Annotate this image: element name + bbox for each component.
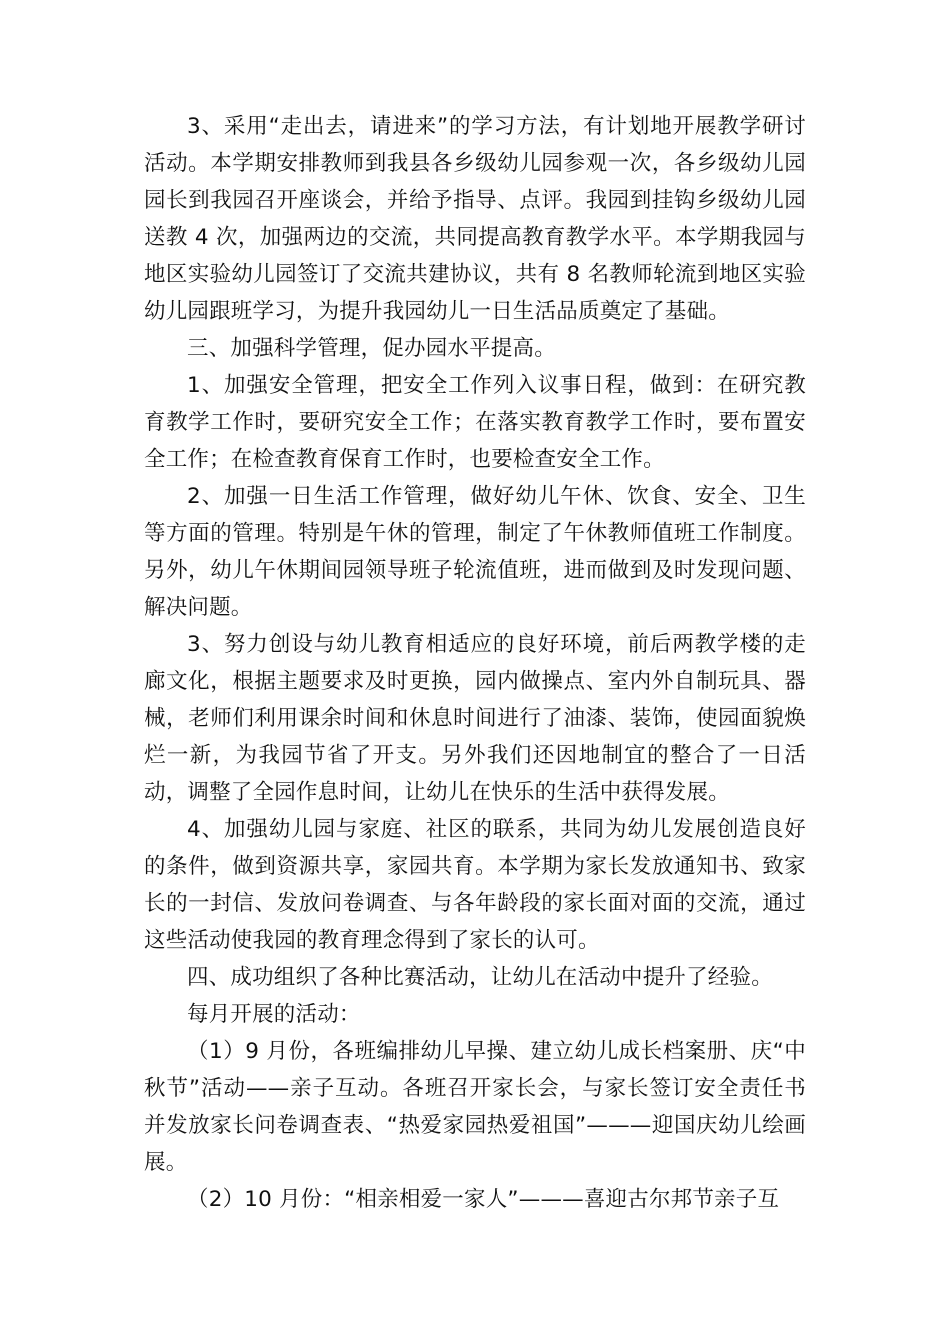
heading-section-four: 四、成功组织了各种比赛活动，让幼儿在活动中提升了经验。 [187, 965, 773, 990]
paragraph-september: （1）9 月份，各班编排幼儿早操、建立幼儿成长档案册、庆“中秋节”活动——亲子互动。各班召开家长会，与家长签订安全责任书并发放家长问卷调查表、“热爱家园热爱祖国”———迎国庆幼儿绘画展。 [144, 1039, 806, 1175]
paragraph-safety-management: 1、加强安全管理，把安全工作列入议事日程，做到：在研究教育教学工作时，要研究安全工作；在落实教育教学工作时，要布置安全工作；在检查教育保育工作时，也要检查安全工作。 [144, 373, 806, 472]
paragraph-family-community: 4、加强幼儿园与家庭、社区的联系，共同为幼儿发展创造良好的条件，做到资源共享，家园共育。本学期为家长发放通知书、致家长的一封信、发放问卷调查、与各年龄段的家长面对面的交流，通过这些活动使我园的教育理念得到了家长的认可。 [144, 817, 806, 953]
heading-section-three: 三、加强科学管理，促办园水平提高。 [187, 336, 556, 361]
document-body [144, 108, 806, 1218]
paragraph-teaching-research: 3、采用“走出去，请进来”的学习方法，有计划地开展教学研讨活动。本学期安排教师到我县各乡级幼儿园参观一次，各乡级幼儿园园长到我园召开座谈会，并给予指导、点评。我园到挂钩乡级幼儿园送教 4 次，加强两边的交流，共同提高教育教学水平。本学期我园与地区实验幼儿园签订了交流共建协议，共有 8 名教师轮流到地区实验幼儿园跟班学习，为提升我园幼儿一日生活品质奠定了基础。 [144, 114, 806, 324]
paragraph-october: （2）10 月份：“相亲相爱一家人”———喜迎古尔邦节亲子互 [187, 1187, 780, 1212]
paragraph-daily-life-management: 2、加强一日生活工作管理，做好幼儿午休、饮食、安全、卫生等方面的管理。特别是午休的管理，制定了午休教师值班工作制度。另外，幼儿午休期间园领导班子轮流值班，进而做到及时发现问题、解决问题。 [144, 484, 806, 620]
paragraph-environment: 3、努力创设与幼儿教育相适应的良好环境，前后两教学楼的走廊文化，根据主题要求及时更换，园内做操点、室内外自制玩具、器械，老师们利用课余时间和休息时间进行了油漆、装饰，使园面貌焕烂一新，为我园节省了开支。另外我们还因地制宜的整合了一日活动，调整了全园作息时间，让幼儿在快乐的生活中获得发展。 [144, 632, 806, 805]
paragraph-monthly-activities-label: 每月开展的活动： [187, 1002, 361, 1027]
